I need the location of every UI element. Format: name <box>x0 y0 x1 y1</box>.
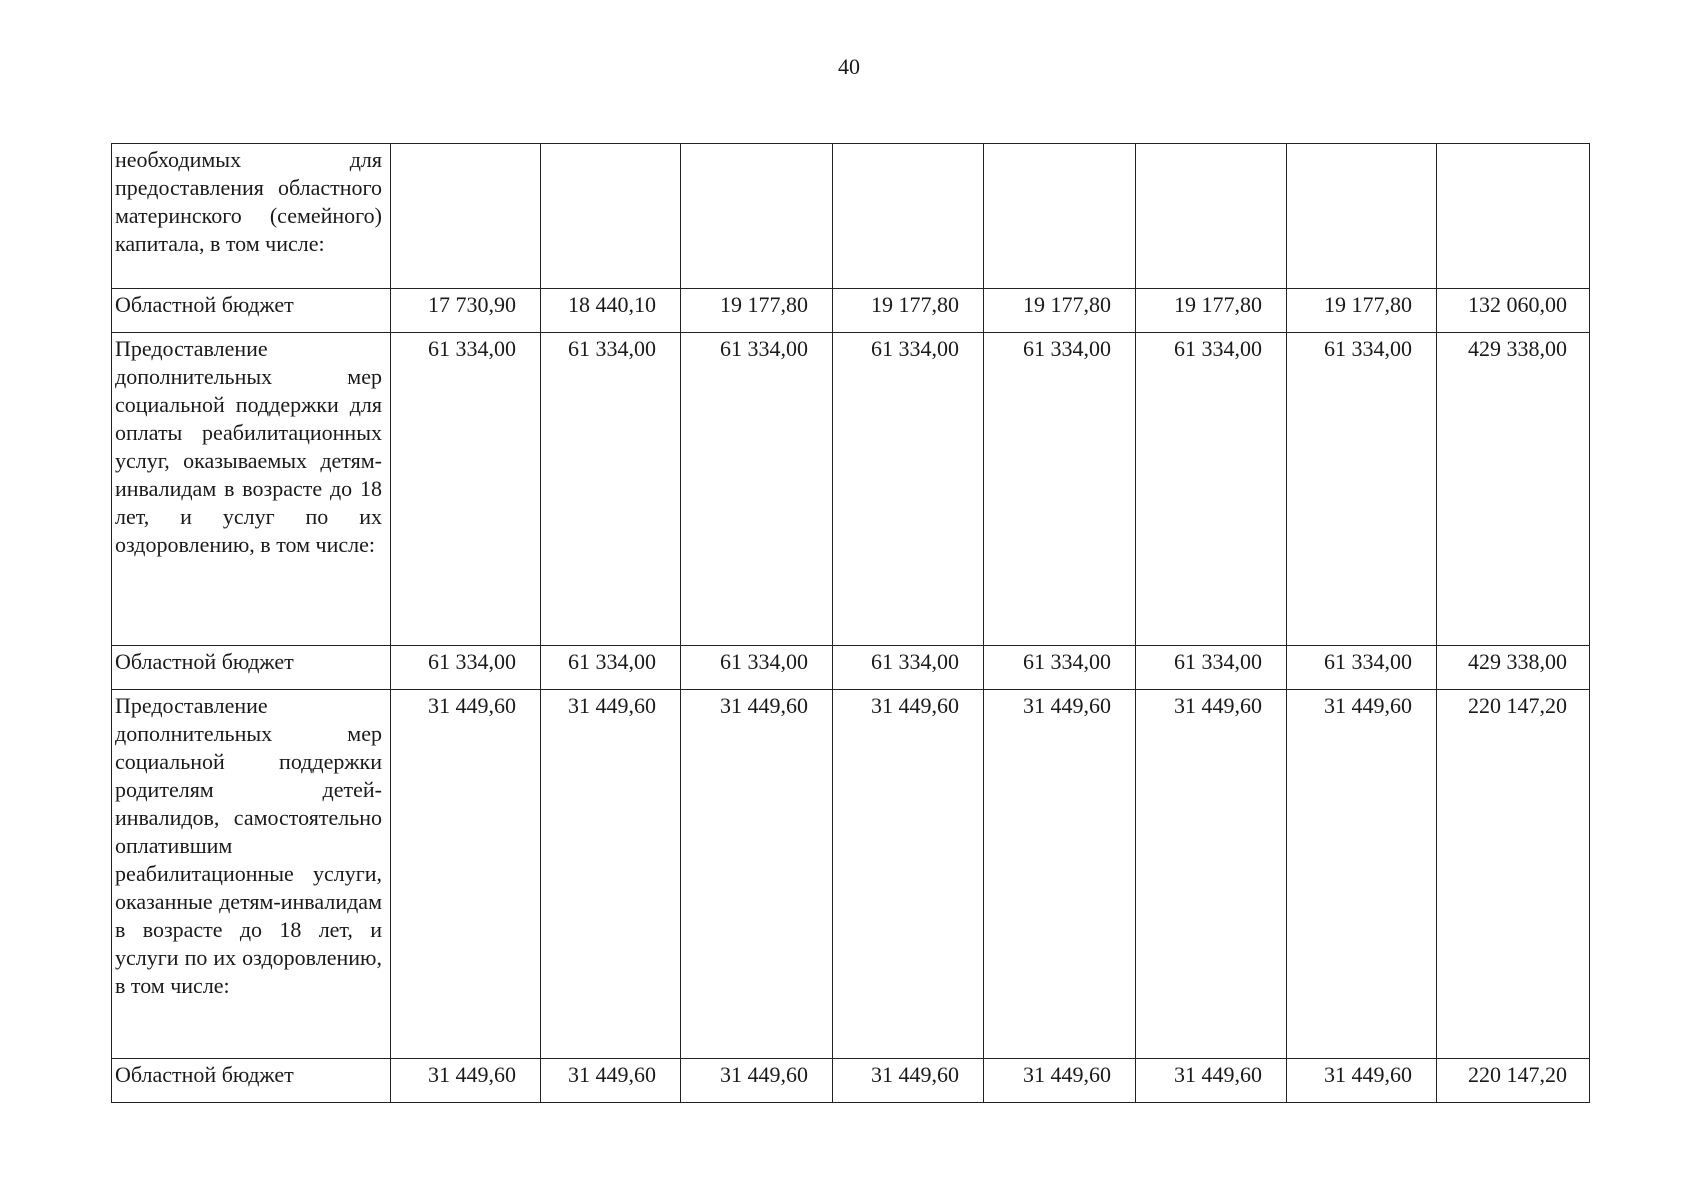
table-row <box>112 1059 1590 1103</box>
value-cell: 61 334,00 <box>1136 646 1287 690</box>
value-cell <box>1136 144 1287 289</box>
value-cell: 61 334,00 <box>1136 333 1287 646</box>
table-row <box>112 144 1590 289</box>
value-cell: 31 449,60 <box>984 690 1136 1059</box>
value-cell: 61 334,00 <box>984 646 1136 690</box>
table-row <box>112 690 1590 1059</box>
value-cell: 61 334,00 <box>541 646 681 690</box>
value-cell: 31 449,60 <box>541 690 681 1059</box>
value-cell: 31 449,60 <box>391 1059 541 1103</box>
table-row <box>112 646 1590 690</box>
page-number: 40 <box>838 54 860 79</box>
value-cell: 61 334,00 <box>681 333 833 646</box>
row-description: необходимых для предоставления областного материнского (семейного) капитала, в том числе: <box>112 144 391 289</box>
value-cell: 61 334,00 <box>391 333 541 646</box>
value-cell: 19 177,80 <box>984 289 1136 333</box>
value-cell: 61 334,00 <box>833 646 984 690</box>
value-cell: 31 449,60 <box>833 690 984 1059</box>
table-row <box>112 333 1590 646</box>
value-cell: 61 334,00 <box>391 646 541 690</box>
total-cell: 132 060,00 <box>1437 289 1590 333</box>
row-description: Областной бюджет <box>112 1059 391 1103</box>
value-cell: 31 449,60 <box>391 690 541 1059</box>
value-cell: 61 334,00 <box>1287 333 1437 646</box>
value-cell: 31 449,60 <box>541 1059 681 1103</box>
value-cell: 31 449,60 <box>681 690 833 1059</box>
value-cell: 19 177,80 <box>681 289 833 333</box>
value-cell <box>391 144 541 289</box>
total-cell: 220 147,20 <box>1437 1059 1590 1103</box>
value-cell <box>1287 144 1437 289</box>
value-cell: 31 449,60 <box>681 1059 833 1103</box>
value-cell: 17 730,90 <box>391 289 541 333</box>
value-cell: 18 440,10 <box>541 289 681 333</box>
row-description: Областной бюджет <box>112 646 391 690</box>
value-cell: 31 449,60 <box>833 1059 984 1103</box>
row-description: Предоставление дополнительных мер социальной поддержки для оплаты реабилитационных услуг, оказываемых детям-инвалидам в возрасте до 18 лет, и услуг по их оздоровлению, в том числе: <box>112 333 391 646</box>
value-cell: 31 449,60 <box>1136 1059 1287 1103</box>
value-cell: 19 177,80 <box>833 289 984 333</box>
row-description: Областной бюджет <box>112 289 391 333</box>
value-cell <box>681 144 833 289</box>
value-cell <box>833 144 984 289</box>
budget-table <box>111 143 1590 1103</box>
value-cell <box>541 144 681 289</box>
value-cell: 61 334,00 <box>984 333 1136 646</box>
value-cell: 61 334,00 <box>1287 646 1437 690</box>
value-cell <box>984 144 1136 289</box>
total-cell: 429 338,00 <box>1437 333 1590 646</box>
value-cell: 19 177,80 <box>1287 289 1437 333</box>
value-cell: 31 449,60 <box>1136 690 1287 1059</box>
total-cell: 220 147,20 <box>1437 690 1590 1059</box>
value-cell: 61 334,00 <box>681 646 833 690</box>
row-description: Предоставление дополнительных мер социальной поддержки родителям детей-инвалидов, самостоятельно оплатившим реабилитационные услуги, оказанные детям-инвалидам в возрасте до 18 лет, и услуги по их оздоровлению, в том числе: <box>112 690 391 1059</box>
value-cell: 61 334,00 <box>541 333 681 646</box>
value-cell: 61 334,00 <box>833 333 984 646</box>
total-cell <box>1437 144 1590 289</box>
value-cell: 31 449,60 <box>984 1059 1136 1103</box>
table-row <box>112 289 1590 333</box>
value-cell: 19 177,80 <box>1136 289 1287 333</box>
value-cell: 31 449,60 <box>1287 1059 1437 1103</box>
value-cell: 31 449,60 <box>1287 690 1437 1059</box>
total-cell: 429 338,00 <box>1437 646 1590 690</box>
